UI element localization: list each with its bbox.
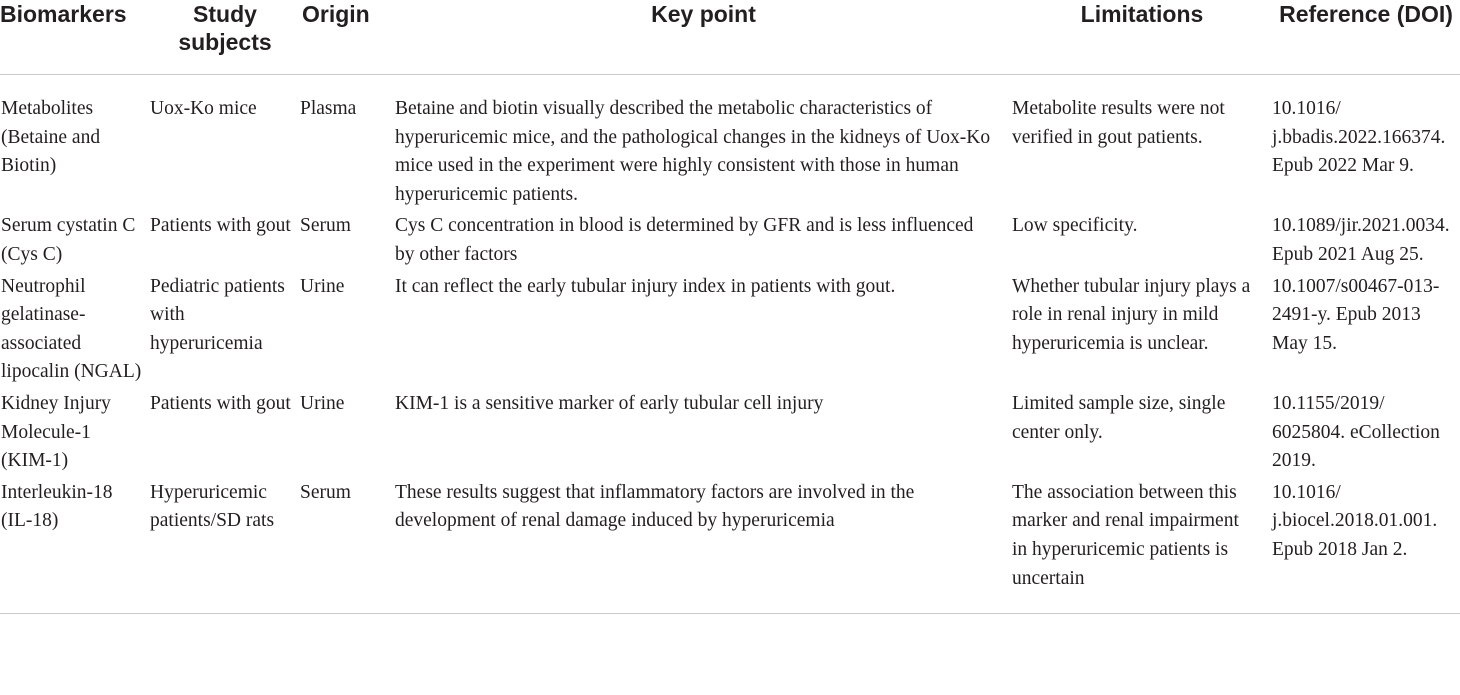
header-study-subjects: Study subjects [150,0,300,75]
table-body [0,75,1460,614]
cell-reference: 10.1007/s00467-013-2491-y. Epub 2013 May 15. [1272,275,1440,354]
cell-key-point: Betaine and biotin visually described the metabolic characteristics of hyperuricemic mice, and the pathological changes in the kidneys of Uox-Ko mice used in the experiment were highly consistent with those in human hyperuricemic patients. [395,98,991,205]
header-key-point: Key point [395,0,1012,75]
cell-subjects: Patients with gout [150,392,291,414]
cell-limitations: The association between this marker and renal impairment in hyperuricemic patients is uncertain [1012,479,1272,614]
table-row [0,273,1460,390]
cell-reference: 10.1155/2019/ 6025804. eCollection 2019. [1272,392,1440,472]
cell-subjects: Uox-Ko mice [150,98,257,119]
cell-key-point: These results suggest that inflammatory factors are involved in the development of renal damage induced by hyperuricemia [395,479,1012,614]
cell-limitations: Metabolite results were not verified in gout patients. [1012,98,1225,148]
table-row [0,75,1460,213]
table-row [0,479,1460,614]
cell-reference: 10.1016/ j.biocel.2018.01.001. Epub 2018 Jan 2. [1272,479,1460,614]
cell-limitations: Low specificity. [1012,215,1138,237]
cell-limitations: Limited sample size, single center only. [1012,392,1226,443]
cell-biomarker: Neutrophil gelatinase-associated lipocalin (NGAL) [1,275,142,383]
cell-biomarker: Metabolites (Betaine and Biotin) [1,98,101,177]
table-row [0,212,1460,272]
cell-key-point: Cys C concentration in blood is determined by GFR and is less influenced by other factors [395,215,974,265]
cell-biomarker: Interleukin-18 (IL-18) [0,479,150,614]
cell-limitations: Whether tubular injury plays a role in renal injury in mild hyperuricemia is unclear. [1012,275,1251,354]
header-origin: Origin [300,0,395,75]
cell-key-point: KIM-1 is a sensitive marker of early tubular cell injury [395,392,824,414]
cell-origin: Serum [300,479,395,614]
cell-biomarker: Kidney Injury Molecule-1 (KIM-1) [1,392,111,472]
cell-reference: 10.1016/ j.bbadis.2022.166374. Epub 2022 Mar 9. [1272,98,1446,177]
cell-subjects: Patients with gout [150,215,291,237]
cell-biomarker: Serum cystatin C (Cys C) [1,215,136,265]
cell-origin: Plasma [300,98,357,119]
header-biomarkers: Biomarkers [0,0,150,75]
cell-origin: Serum [300,215,351,237]
cell-reference: 10.1089/jir.2021.0034. Epub 2021 Aug 25. [1272,215,1450,265]
header-limitations: Limitations [1012,0,1272,75]
cell-subjects: Hyperuricemic patients/SD rats [150,479,300,614]
cell-origin: Urine [300,275,345,297]
header-reference: Reference (DOI) [1272,0,1460,75]
cell-subjects: Pediatric patients with hyperuricemia [150,275,285,354]
table-row [0,390,1460,479]
table-header [0,0,1460,75]
cell-key-point: It can reflect the early tubular injury index in patients with gout. [395,275,896,297]
cell-origin: Urine [300,392,345,414]
header-row [0,0,1460,75]
